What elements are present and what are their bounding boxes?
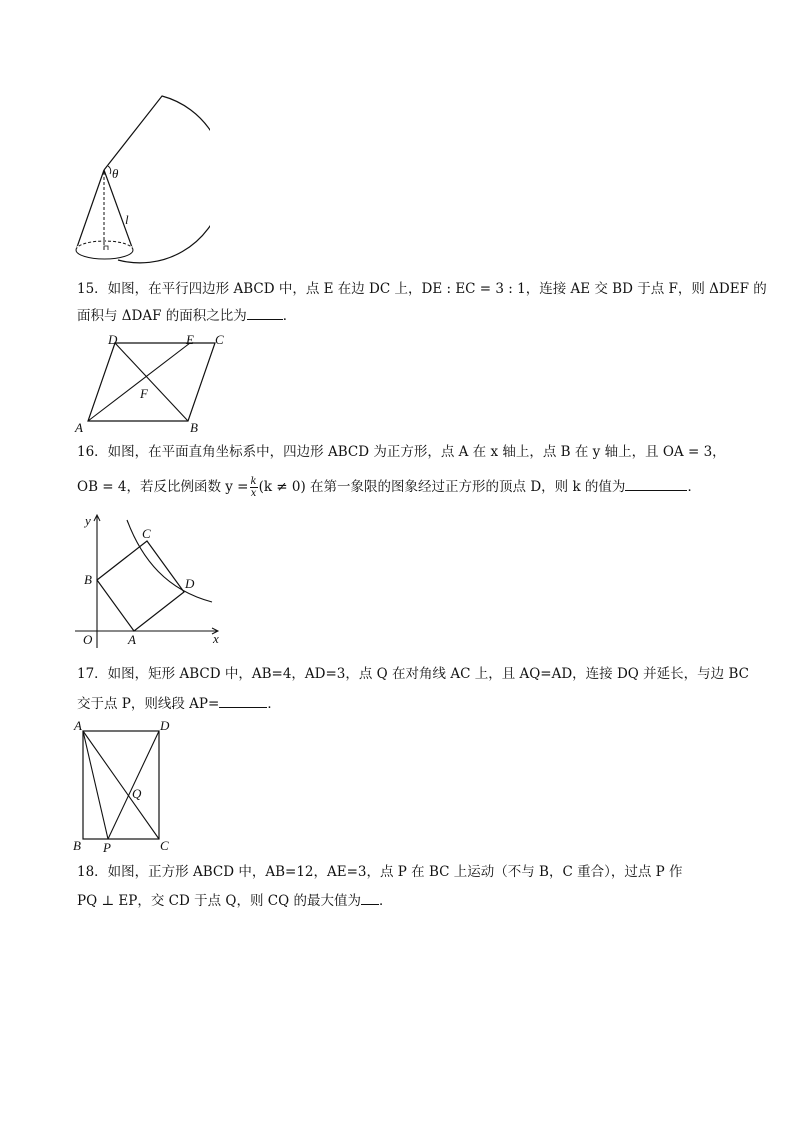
q17-label-C: C <box>160 838 169 853</box>
q15-text-line2: 面积与 ΔDAF 的面积之比为 ． <box>77 305 296 326</box>
y-axis-label: y <box>85 513 91 528</box>
q16-label-D: D <box>185 576 195 591</box>
cone-figure <box>70 90 210 270</box>
q15-label-C: C <box>215 332 224 347</box>
q16-text-line2: OB = 4，若反比例函数 y = $\frac{k}{x}$ (k ≠ 0) 在第一象限的图象经过正方形的顶点 D，则 k 的值为 ． <box>77 476 701 499</box>
q16-label-A: A <box>128 632 136 647</box>
q17-label-A: A <box>74 718 82 733</box>
q15-label-A: A <box>75 420 83 434</box>
q16-label-C: C <box>142 526 151 541</box>
q15-label-D: D <box>108 332 118 347</box>
q16-fraction: $\frac{k}{x}$ <box>250 476 257 499</box>
q17-label-P: P <box>103 840 111 854</box>
q18-text-line1: 18．如图，正方形 ABCD 中，AB=12，AE=3，点 P 在 BC 上运动（不与 B，C 重合），过点 P 作 <box>77 864 683 880</box>
q16-label-B: B <box>84 572 92 587</box>
q17-answer-blank <box>219 693 267 708</box>
parallelogram-figure <box>70 330 230 434</box>
q15-label-F: F <box>140 386 148 401</box>
origin-label: O <box>83 632 93 647</box>
q15-label-B: B <box>190 420 198 434</box>
theta-label: θ <box>112 166 119 181</box>
q15-text-line1: 15．如图，在平行四边形 ABCD 中，点 E 在边 DC 上，DE : EC = 3 : 1，连接 AE 交 BD 于点 F，则 ΔDEF 的 <box>77 281 767 297</box>
q17-label-D: D <box>160 718 170 733</box>
rectangle-figure <box>70 716 180 854</box>
q15-label-E: E <box>186 332 194 347</box>
q16-answer-blank <box>625 476 687 491</box>
q18-text-line2: PQ ⊥ EP，交 CD 于点 Q，则 CQ 的最大值为 ． <box>77 890 392 911</box>
q17-label-B: B <box>73 838 81 853</box>
q15-answer-blank <box>247 305 283 320</box>
q16-text-line1: 16．如图，在平面直角坐标系中，四边形 ABCD 为正方形，点 A 在 x 轴上，点 B 在 y 轴上，且 OA = 3， <box>77 444 726 460</box>
q18-answer-blank <box>361 890 379 905</box>
x-axis-label: x <box>213 631 219 646</box>
slant-height-label: l <box>125 212 129 227</box>
coordinate-square-figure <box>72 510 230 652</box>
q17-text-line2: 交于点 P，则线段 AP= ． <box>77 693 281 714</box>
q17-label-Q: Q <box>132 786 142 801</box>
q17-text-line1: 17．如图，矩形 ABCD 中，AB=4，AD=3，点 Q 在对角线 AC 上，且 AQ=AD，连接 DQ 并延长，与边 BC <box>77 666 749 682</box>
